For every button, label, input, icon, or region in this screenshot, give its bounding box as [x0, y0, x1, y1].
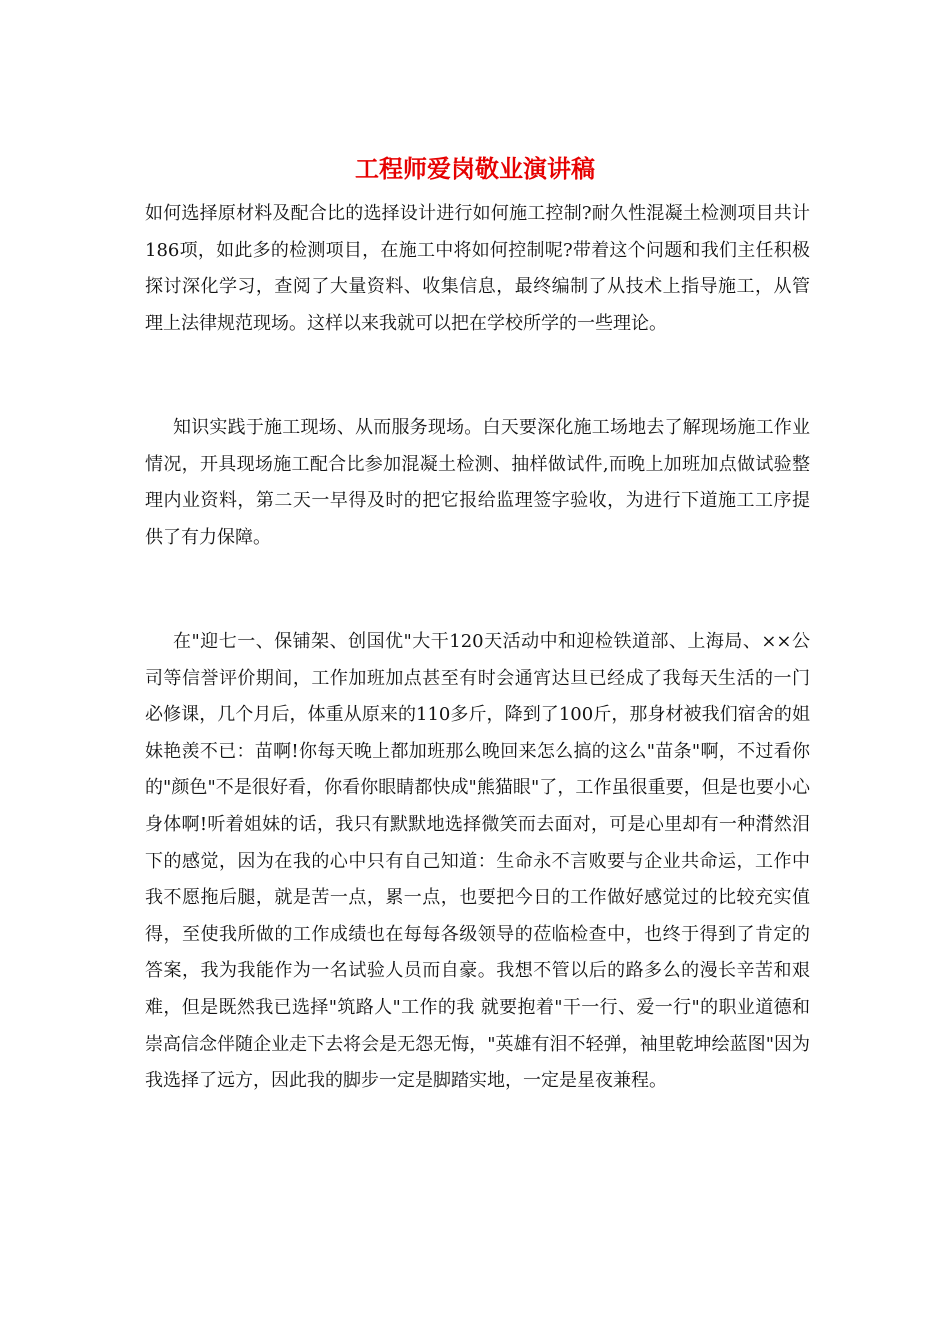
paragraph-2: 知识实践于施工现场、从而服务现场。白天要深化施工场地去了解现场施工作业情况，开具现场施工配合比参加混凝土检测、抽样做试件,而晚上加班加点做试验整理内业资料，第二天一早得及时的把它报给监理签字验收，为进行下道施工工序提供了有力保障。: [145, 417, 810, 548]
document-title: 工程师爱岗敬业演讲稿: [355, 154, 595, 183]
paragraph-1: 如何选择原材料及配合比的选择设计进行如何施工控制?耐久性混凝土检测项目共计186项，如此多的检测项目，在施工中将如何控制呢?带着这个问题和我们主任积极探讨深化学习，查阅了大量资料、收集信息，最终编制了从技术上指导施工，从管理上法律规范现场。这样以来我就可以把在学校所学的一些理论。: [145, 203, 810, 334]
paragraph-3: 在"迎七一、保铺架、创国优"大干120天活动中和迎检铁道部、上海局、××公司等信誉评价期间，工作加班加点甚至有时会通宵达旦已经成了我每天生活的一门必修课，几个月后，体重从原来的110多斤，降到了100斤，那身材被我们宿舍的姐妹艳羡不已：苗啊!你每天晚上都加班那么晚回来怎么搞的这么"苗条"啊，不过看你的"颜色"不是很好看，你看你眼睛都快成"熊猫眼"了，工作虽很重要，但是也要小心身体啊!听着姐妹的话，我只有默默地选择微笑而去面对，可是心里却有一种潸然泪下的感觉，因为在我的心中只有自己知道：生命永不言败要与企业共命运，工作中我不愿拖后腿，就是苦一点，累一点，也要把今日的工作做好感觉过的比较充实值得，至使我所做的工作成绩也在每每各级领导的莅临检查中，也终于得到了肯定的答案，我为我能作为一名试验人员而自豪。我想不管以后的路多么的漫长辛苦和艰难，但是既然我已选择"筑路人"工作的我 就要抱着"干一行、爱一行"的职业道德和崇高信念伴随企业走下去将会是无怨无悔，"英雄有泪不轻弹，袖里乾坤绘蓝图"因为我选择了远方，因此我的脚步一定是脚踏实地，一定是星夜兼程。: [145, 631, 810, 1092]
